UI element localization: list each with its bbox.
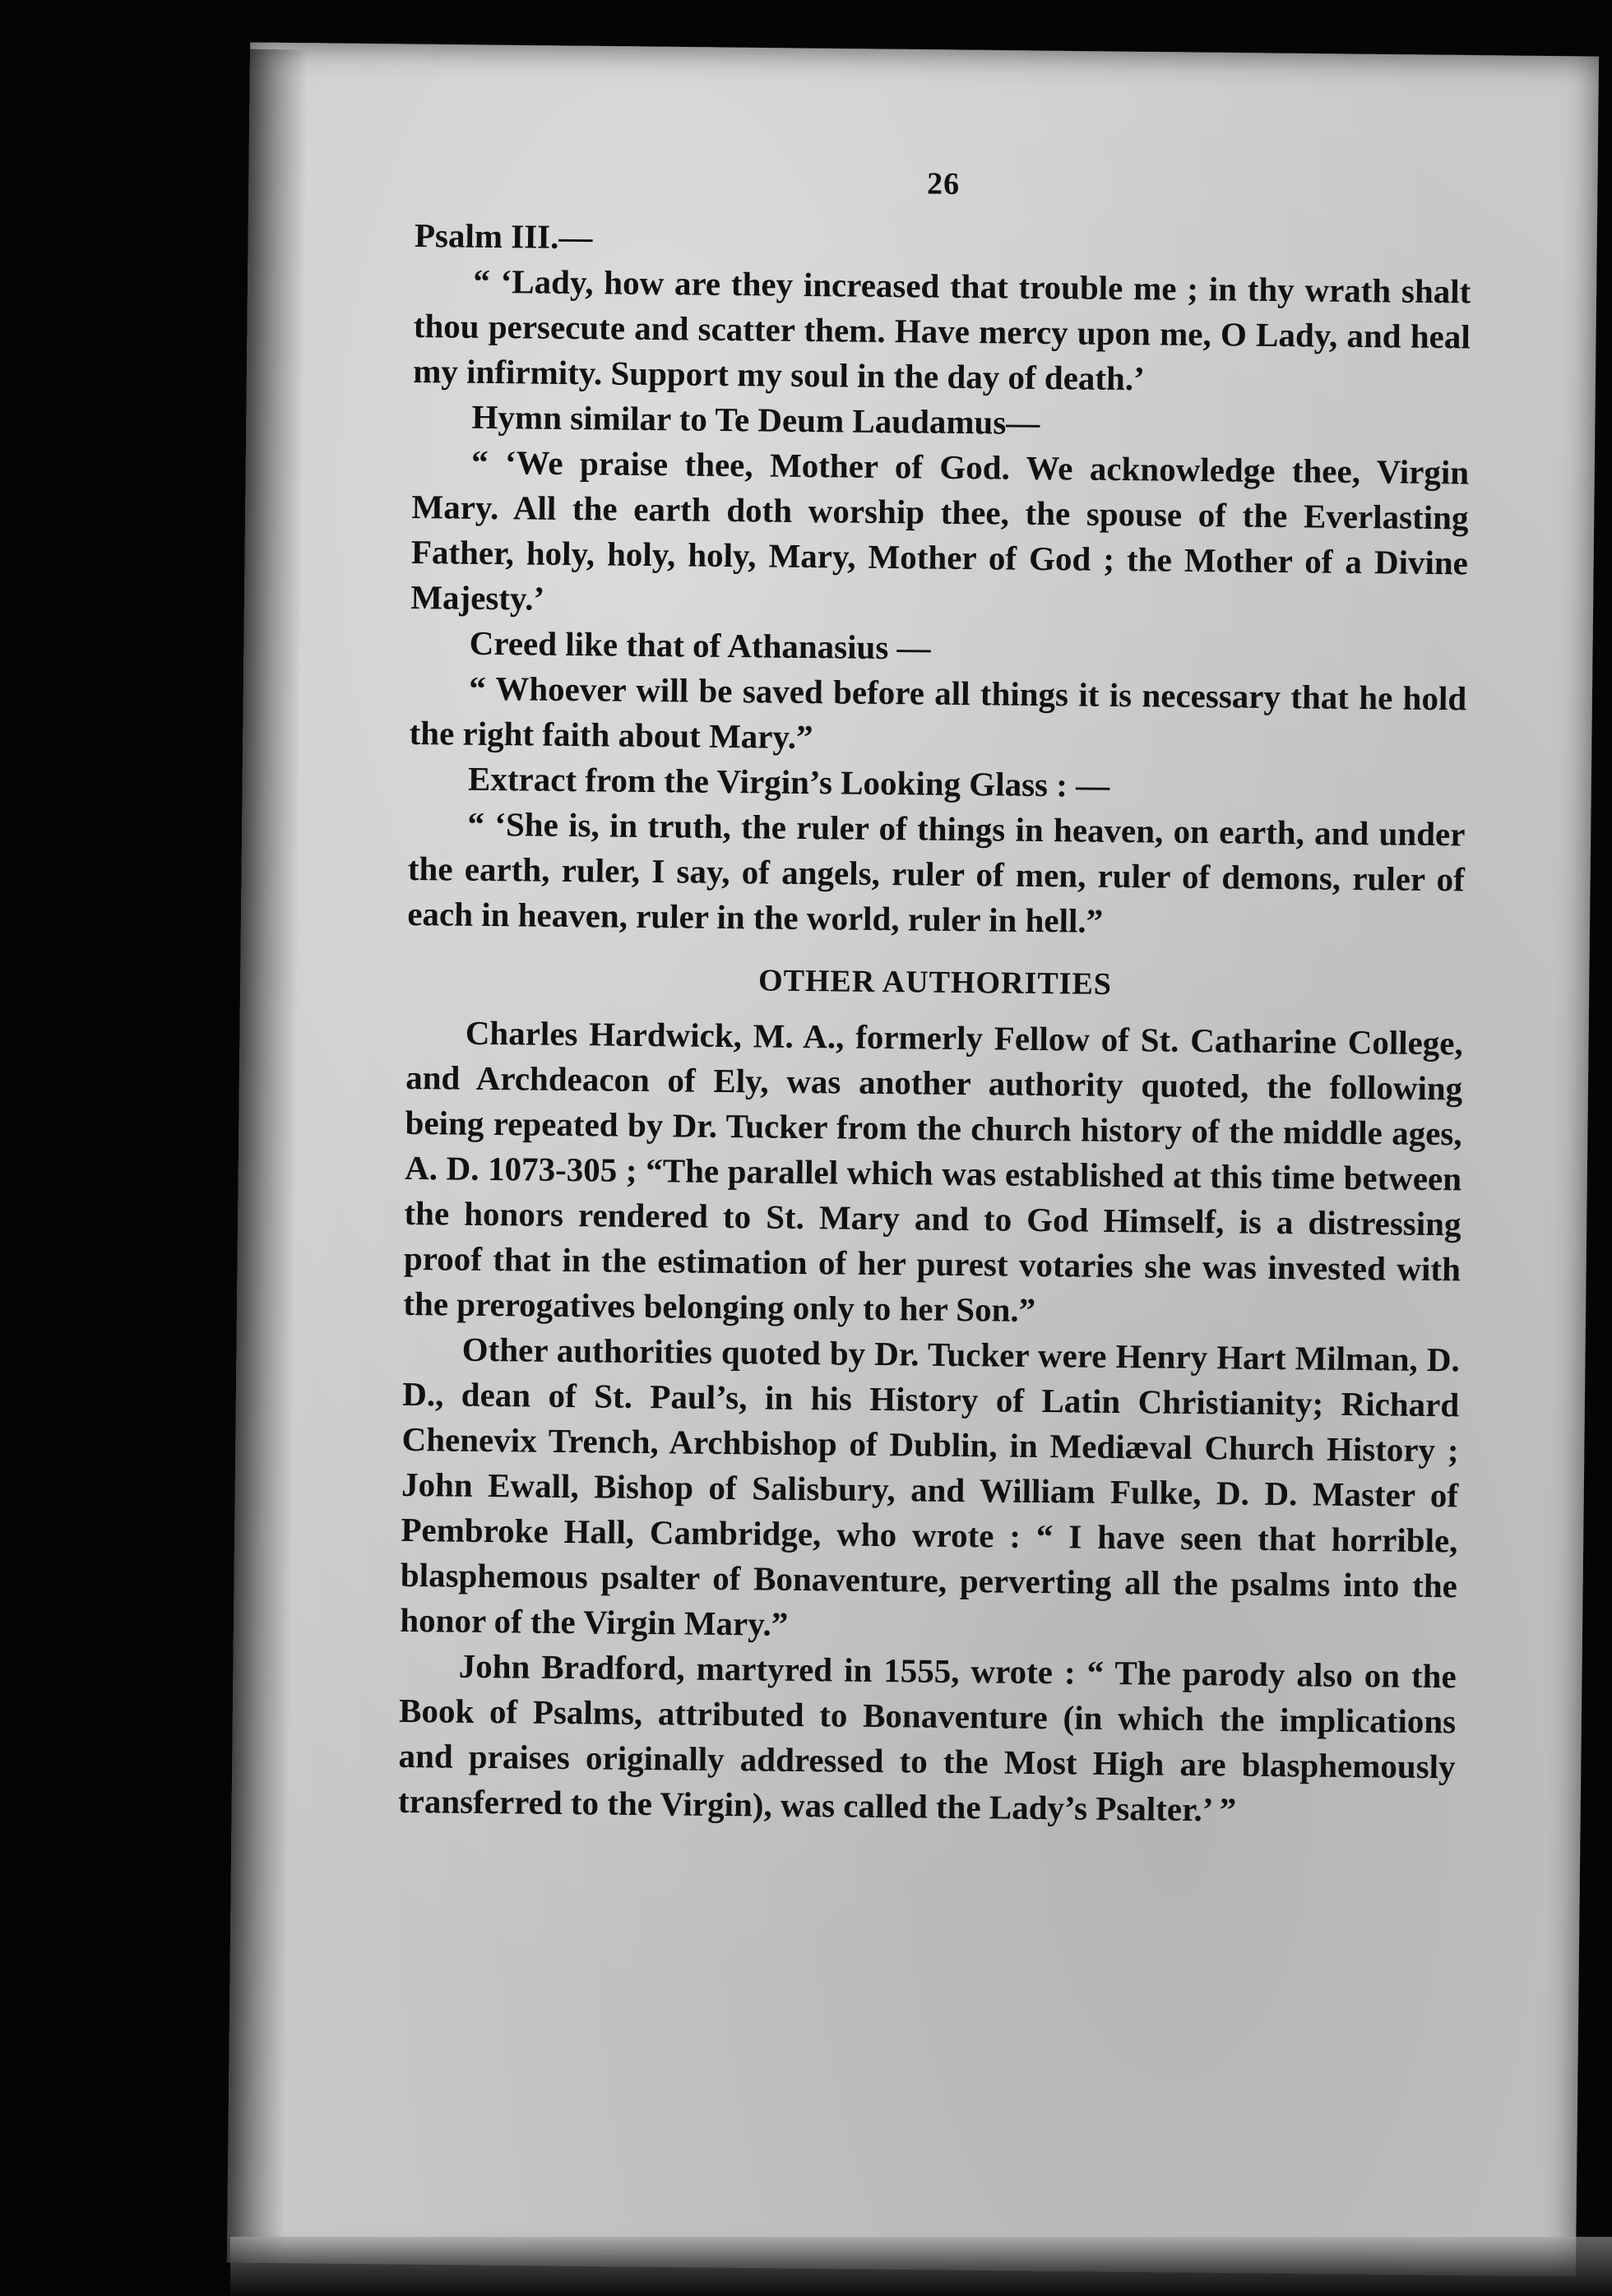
hymn-quote: “ ‘We praise thee, Mother of God. We acknowledge thee, Virgin Mary. All the earth doth worship thee, the spouse of the Everlasting Father, holy, holy, holy, Mary, Mother of God ; the Mother of a Divine Majesty.’	[410, 442, 1470, 618]
paragraph-hardwick: Charles Hardwick, M. A., formerly Fellow of St. Catharine College, and Archdeacon of Ely, was another authority quoted, the following being repeated by Dr. Tucker from the church history of the middle ages, A. D. 1073-305 ; “The parallel which was established at this time between the honors rendered to St. Mary and to God Himself, is a distressing proof that in the estimation of her purest votaries she was invested with the prerogatives belonging only to her Son.”	[403, 1013, 1464, 1329]
extract-quote: “ ‘She is, in truth, the ruler of things in heaven, on earth, and under the earth, ruler, I say, of angels, ruler of men, ruler of demons, ruler of each in heaven, ruler in the world, ruler in hell.”	[407, 804, 1466, 940]
psalm-quote: “ ‘Lady, how are they increased that trouble me ; in thy wrath shalt thou persecute and scatter them. Have mercy upon me, O Lady, and heal my infirmity. Support my soul in the day of death.’	[413, 262, 1471, 398]
hymn-heading: Hymn similar to Te Deum Laudamus—	[471, 397, 1040, 442]
creed-quote: “ Whoever will be saved before all things it is necessary that he hold the right faith about Mary.”	[409, 669, 1467, 757]
section-heading: OTHER AUTHORITIES	[757, 963, 1113, 1002]
paragraph-bradford: John Bradford, martyred in 1555, wrote : “ The parody also on the Book of Psalms, attributed to Bonaventure (in which the implications and praises originally addressed to the Most High are blasphemously transferred to the Virgin), was called the Lady’s Psalter.’ ”	[397, 1646, 1457, 1829]
paragraph-other-authorities: Other authorities quoted by Dr. Tucker were Henry Hart Milman, D. D., dean of St. Paul’s, in his History of Latin Christianity; Richard Chenevix Trench, Archbishop of Dublin, in Mediæval Church History ; John Ewall, Bishop of Salisbury, and William Fulke, D. D. Master of Pembroke Hall, Cambridge, who wrote : “ I have seen that horrible, blasphemous psalter of Bonaventure, perverting all the psalms into the honor of the Virgin Mary.”	[400, 1330, 1460, 1643]
creed-heading: Creed like that of Athanasius —	[469, 623, 931, 667]
page-bottom-edge	[230, 2237, 1612, 2296]
psalm-heading: Psalm III.—	[414, 215, 593, 257]
page-text-block	[398, 156, 1472, 1835]
extract-heading: Extract from the Virgin’s Looking Glass : —	[467, 759, 1110, 804]
page-number: 26	[926, 166, 961, 201]
